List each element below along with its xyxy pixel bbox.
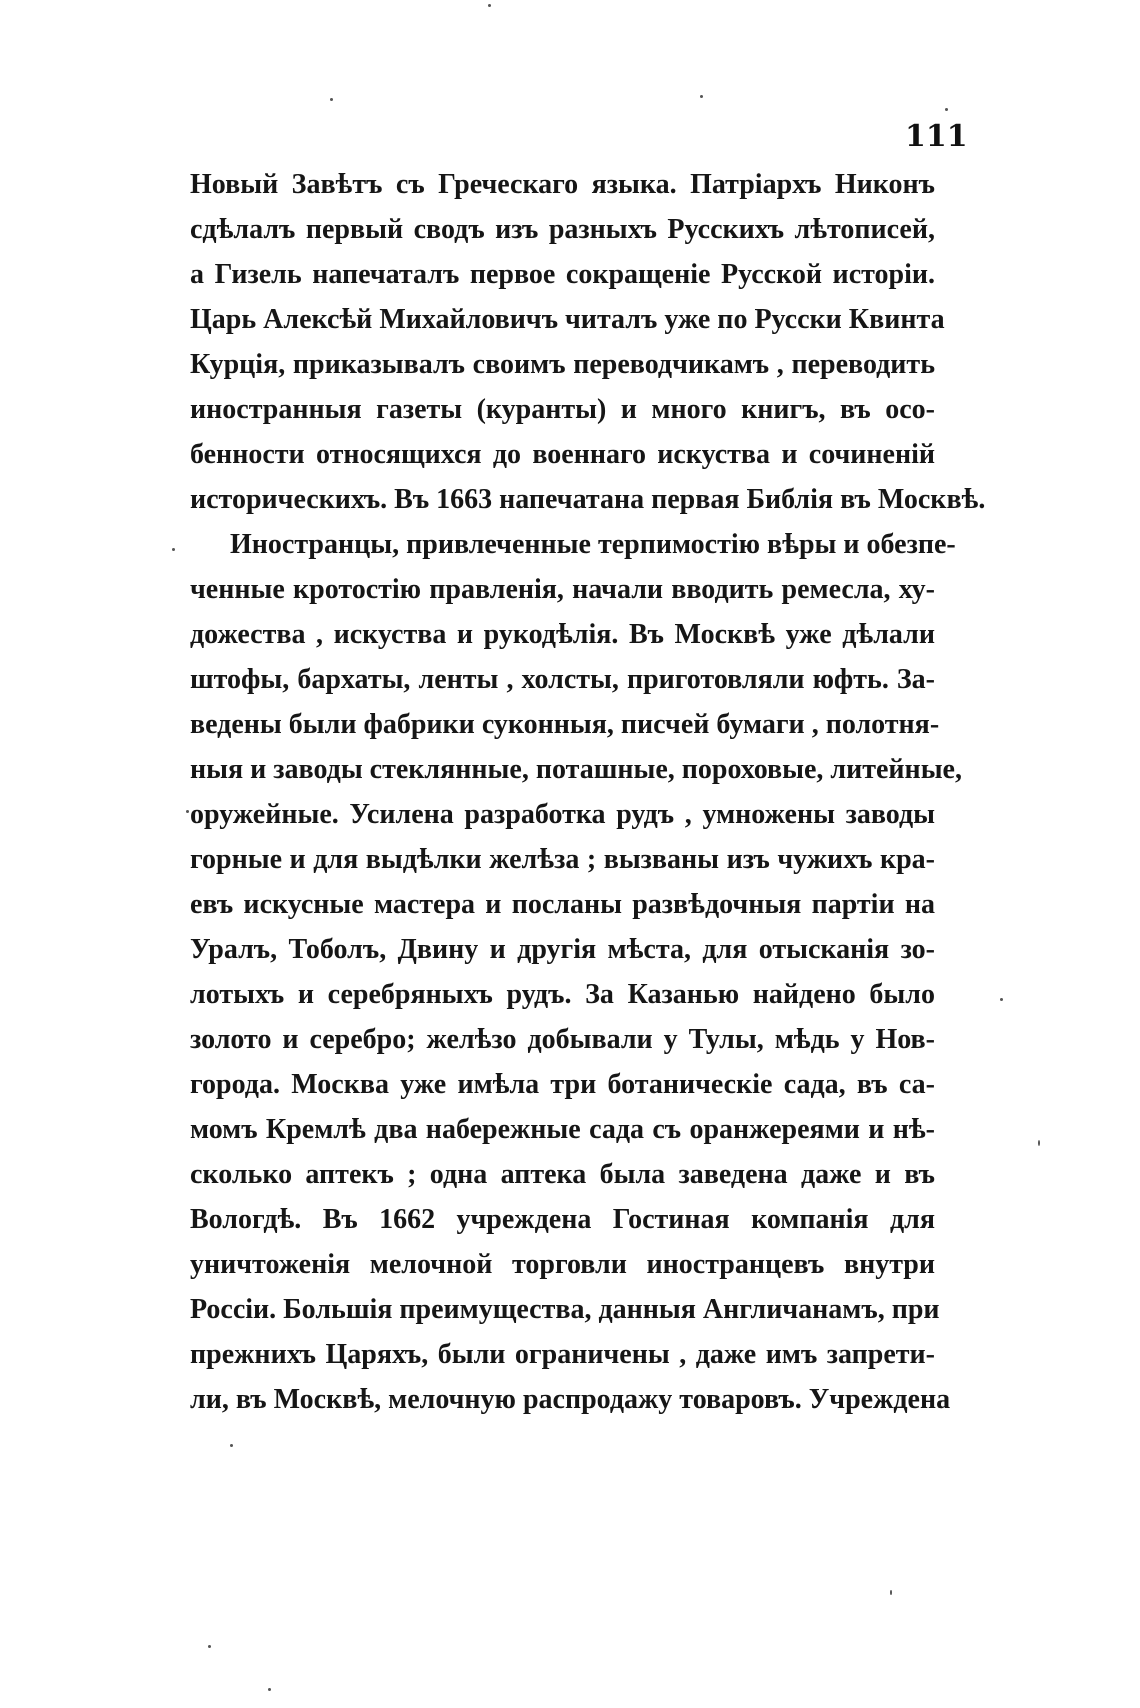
text-line: Иностранцы, привлеченные терпимостію вѣры и обезпе-: [230, 529, 956, 560]
text-line: города. Москва уже имѣла три ботаническіе сада, въ са-: [190, 1069, 935, 1100]
text-line: сколько аптекъ ; одна аптека была заведена даже и въ: [190, 1159, 935, 1190]
text-line: иностранныя газеты (куранты) и много книгъ, въ осо-: [190, 394, 935, 425]
text-line: золото и серебро; желѣзо добывали у Тулы, мѣдь у Нов-: [190, 1024, 935, 1055]
text-line: оружейные. Усилена разработка рудъ , умножены заводы: [190, 799, 935, 830]
scan-speck: [488, 4, 491, 7]
text-line: ныя и заводы стеклянные, поташные, пороховые, литейные,: [190, 754, 962, 785]
scan-speck: [186, 810, 189, 813]
text-line: уничтоженія мелочной торговли иностранцевъ внутри: [190, 1249, 935, 1280]
text-line: сдѣлалъ первый сводъ изъ разныхъ Русскихъ лѣтописей,: [190, 214, 935, 245]
scan-speck: [268, 1688, 271, 1691]
text-line: Вологдѣ. Въ 1662 учреждена Гостиная компанія для: [190, 1204, 935, 1235]
text-line: момъ Кремлѣ два набережные сада съ оранжереями и нѣ-: [190, 1114, 935, 1145]
scan-speck: [1000, 998, 1003, 1001]
paragraph-1: [190, 162, 986, 522]
scan-speck: [945, 108, 948, 111]
page-number: 111: [905, 119, 968, 154]
text-line: Царь Алексѣй Михайловичъ читалъ уже по Русски Квинта: [190, 304, 945, 335]
text-line: горные и для выдѣлки желѣза ; вызваны изъ чужихъ кра-: [190, 844, 935, 875]
scan-speck: [1038, 1140, 1040, 1146]
scan-speck: [890, 1590, 892, 1595]
text-line: а Гизель напечаталъ первое сокращеніе Русской исторіи.: [190, 259, 935, 290]
scan-speck: [230, 1444, 233, 1447]
text-line: дожества , искуства и рукодѣлія. Въ Москвѣ уже дѣлали: [190, 619, 935, 650]
text-line: ли, въ Москвѣ, мелочную распродажу товаровъ. Учреждена: [190, 1384, 951, 1415]
body-text: [190, 162, 986, 1422]
scan-speck: [700, 95, 703, 98]
text-line: Курція, приказывалъ своимъ переводчикамъ , переводить: [190, 349, 935, 380]
text-line: Уралъ, Тоболъ, Двину и другія мѣста, для отысканія зо-: [190, 934, 935, 965]
text-line: евъ искусные мастера и посланы развѣдочныя партіи на: [190, 889, 935, 920]
scan-speck: [330, 98, 333, 101]
text-line: Россіи. Большія преимущества, данныя Англичанамъ, при: [190, 1294, 940, 1325]
text-line: бенности относящихся до военнаго искуства и сочиненій: [190, 439, 935, 470]
text-line: штофы, бархаты, ленты , холсты, приготовляли юфть. За-: [190, 664, 935, 695]
text-line: ведены были фабрики суконныя, писчей бумаги , полотня-: [190, 709, 940, 740]
text-line: Новый Завѣтъ съ Греческаго языка. Патріархъ Никонъ: [190, 169, 935, 200]
text-line: лотыхъ и серебряныхъ рудъ. За Казанью найдено было: [190, 979, 935, 1010]
scan-speck: [208, 1645, 211, 1648]
paragraph-2: [190, 522, 962, 1422]
scan-speck: [172, 548, 175, 551]
text-line: историческихъ. Въ 1663 напечатана первая Библія въ Москвѣ.: [190, 484, 986, 515]
text-line: прежнихъ Царяхъ, были ограничены , даже имъ запрети-: [190, 1339, 935, 1370]
text-line: ченные кротостію правленія, начали вводить ремесла, ху-: [190, 574, 935, 605]
